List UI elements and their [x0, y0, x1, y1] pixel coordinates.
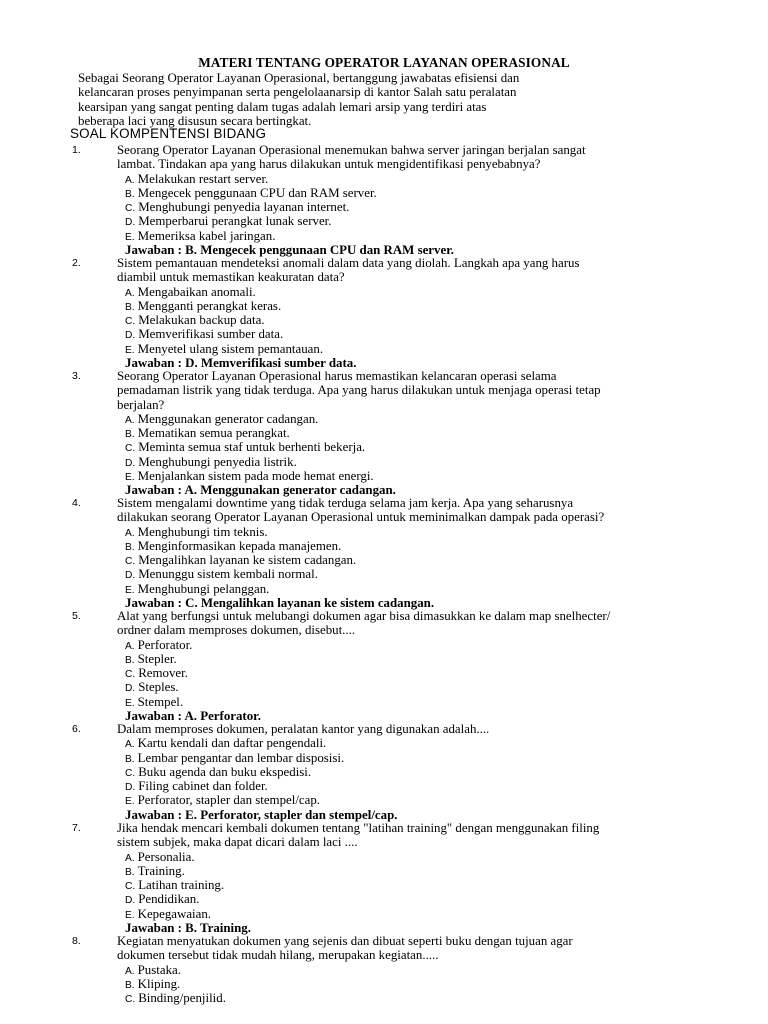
option-text: Menunggu sistem kembali normal. — [138, 567, 318, 582]
option-list — [125, 285, 356, 371]
option-text: Steples. — [138, 680, 179, 695]
intro-line: kelancaran proses penyimpanan serta pengelolaanarsip di kantor Salah satu peralatan — [78, 85, 517, 100]
answer-option — [125, 553, 434, 567]
option-letter: D. — [125, 217, 136, 229]
option-letter: B. — [125, 188, 135, 200]
section-title: SOAL KOMPENTENSI BIDANG — [70, 126, 267, 141]
answer-option — [125, 892, 251, 906]
answer-key: Jawaban : D. Memverifikasi sumber data. — [125, 356, 357, 371]
option-letter: D. — [125, 782, 136, 794]
answer-option — [125, 455, 396, 469]
option-letter: C. — [125, 203, 136, 215]
option-letter: E. — [125, 909, 135, 921]
option-text: Mematikan semua perangkat. — [137, 426, 290, 441]
answer-option — [125, 567, 434, 581]
question-line: Sistem pemantauan mendeteksi anomali dalam data yang diolah. Langkah apa yang harus — [117, 256, 580, 270]
answer-option — [125, 285, 356, 299]
option-text: Mengalihkan layanan ke sistem cadangan. — [138, 553, 357, 568]
option-letter: C. — [125, 669, 136, 681]
question-line: diambil untuk memastikan keakuratan data? — [117, 270, 345, 285]
answer-option — [125, 991, 226, 1005]
answer-option — [125, 313, 356, 327]
intro-line: beberapa laci yang disusun secara bertingkat. — [78, 113, 312, 128]
option-letter: A. — [125, 965, 135, 977]
option-text: Menghubungi penyedia layanan internet. — [138, 200, 350, 215]
option-text: Menghubungi penyedia listrik. — [138, 454, 297, 469]
option-letter: B. — [125, 753, 135, 765]
option-text: Buku agenda dan buku ekspedisi. — [138, 764, 312, 779]
answer-option — [125, 229, 454, 243]
answer-option — [125, 963, 226, 977]
option-text: Memeriksa kabel jaringan. — [137, 228, 276, 243]
option-letter: D. — [125, 457, 136, 469]
answer-key: Jawaban : B. Mengecek penggunaan CPU dan RAM server. — [125, 243, 454, 258]
option-letter: C. — [125, 881, 136, 893]
option-text: Perforator, stapler dan stempel/cap. — [137, 793, 321, 808]
question-text — [117, 722, 685, 736]
option-text: Binding/penjilid. — [138, 991, 226, 1006]
question-number: 2. — [72, 257, 81, 269]
answer-option — [125, 977, 226, 991]
question-line: Seorang Operator Layanan Operasional harus memastikan kelancaran operasi selama — [117, 369, 557, 383]
question-line: lambat. Tindakan apa yang harus dilakukan untuk mengidentifikasi penyebabnya? — [117, 157, 541, 172]
answer-option — [125, 751, 397, 765]
option-letter: C. — [125, 316, 136, 328]
option-letter: E. — [125, 796, 135, 808]
option-letter: B. — [125, 541, 135, 553]
option-letter: D. — [125, 895, 136, 907]
option-text: Mengganti perangkat keras. — [137, 298, 282, 313]
answer-option — [125, 525, 434, 539]
option-text: Kartu kendali dan daftar pengendali. — [137, 736, 327, 751]
question-text — [117, 934, 685, 963]
option-letter: E. — [125, 231, 135, 243]
option-list — [125, 525, 434, 611]
option-text: Stempel. — [137, 694, 184, 709]
option-letter: B. — [125, 979, 135, 991]
answer-option — [125, 412, 396, 426]
option-text: Menghubungi pelanggan. — [137, 581, 270, 596]
question-text — [117, 256, 685, 285]
option-text: Memperbarui perangkat lunak server. — [138, 214, 332, 229]
option-letter: C. — [125, 556, 136, 568]
option-letter: E. — [125, 344, 135, 356]
option-text: Latihan training. — [138, 878, 225, 893]
question-text — [117, 369, 685, 412]
option-text: Mengabaikan anomali. — [137, 284, 256, 299]
option-letter: A. — [125, 640, 135, 652]
intro-line: Sebagai Seorang Operator Layanan Operasional, bertanggung jawabatas efisiensi dan — [78, 71, 520, 85]
answer-option — [125, 214, 454, 228]
question-text — [117, 496, 685, 525]
question-number: 6. — [72, 723, 81, 735]
answer-option — [125, 582, 434, 596]
option-text: Menginformasikan kepada manajemen. — [137, 538, 342, 553]
option-text: Training. — [137, 863, 185, 878]
answer-option — [125, 426, 396, 440]
answer-key: Jawaban : A. Perforator. — [125, 709, 261, 724]
answer-option — [125, 186, 454, 200]
answer-option — [125, 299, 356, 313]
answer-option — [125, 680, 261, 694]
option-text: Melakukan restart server. — [137, 171, 269, 186]
document-title: MATERI TENTANG OPERATOR LAYANAN OPERASIONAL — [198, 55, 570, 70]
option-list — [125, 736, 397, 822]
option-text: Filing cabinet dan folder. — [138, 779, 268, 794]
question-line: dilakukan seorang Operator Layanan Operasional untuk meminimalkan dampak pada operasi? — [117, 510, 605, 525]
question-line: dokumen tersebut tidak mudah hilang, merupakan kegiatan..... — [117, 948, 439, 963]
option-text: Remover. — [138, 666, 188, 681]
question-number: 3. — [72, 370, 81, 382]
option-text: Meminta semua staf untuk berhenti bekerja. — [138, 440, 366, 455]
option-text: Kliping. — [137, 976, 181, 991]
option-text: Memverifikasi sumber data. — [138, 327, 284, 342]
intro-paragraph — [78, 71, 686, 128]
option-letter: D. — [125, 570, 136, 582]
option-letter: C. — [125, 443, 136, 455]
question-line: Jika hendak mencari kembali dokumen tentang "latihan training" dengan menggunakan filing — [117, 821, 600, 835]
option-text: Pendidikan. — [138, 892, 200, 907]
option-text: Lembar pengantar dan lembar disposisi. — [137, 750, 345, 765]
question-number: 5. — [72, 610, 81, 622]
question-line: pemadaman listrik yang tidak terduga. Apa yang harus dilakukan untuk menjaga operasi tetap — [117, 383, 601, 398]
option-text: Melakukan backup data. — [138, 313, 265, 328]
answer-option — [125, 652, 261, 666]
option-list — [125, 638, 261, 724]
question-line: ordner dalam memproses dokumen, disebut.... — [117, 623, 356, 638]
question-number: 4. — [72, 497, 81, 509]
answer-option — [125, 907, 251, 921]
question-text — [117, 821, 685, 850]
option-text: Personalia. — [137, 849, 195, 864]
option-text: Menjalankan sistem pada mode hemat energi. — [137, 469, 374, 484]
question-number: 8. — [72, 935, 81, 947]
option-letter: C. — [125, 767, 136, 779]
option-list — [125, 963, 226, 1006]
option-letter: D. — [125, 683, 136, 695]
answer-key: Jawaban : A. Menggunakan generator cadangan. — [125, 483, 396, 498]
answer-option — [125, 172, 454, 186]
answer-option — [125, 539, 434, 553]
option-text: Stepler. — [137, 651, 177, 666]
answer-option — [125, 666, 261, 680]
question-line: Sistem mengalami downtime yang tidak terduga selama jam kerja. Apa yang seharusnya — [117, 496, 574, 510]
option-letter: A. — [125, 174, 135, 186]
answer-option — [125, 878, 251, 892]
question-line: Seorang Operator Layanan Operasional menemukan bahwa server jaringan berjalan sangat — [117, 143, 586, 157]
option-letter: A. — [125, 739, 135, 751]
question-line: Alat yang berfungsi untuk melubangi dokumen agar bisa dimasukkan ke dalam map snelhecter/ — [117, 609, 611, 623]
question-line: berjalan? — [117, 397, 165, 412]
option-letter: E. — [125, 472, 135, 484]
option-letter: B. — [125, 866, 135, 878]
question-number: 1. — [72, 144, 81, 156]
answer-key: Jawaban : B. Training. — [125, 921, 251, 936]
option-letter: D. — [125, 330, 136, 342]
option-text: Menghubungi tim teknis. — [137, 524, 268, 539]
answer-option — [125, 440, 396, 454]
option-text: Mengecek penggunaan CPU dan RAM server. — [137, 185, 377, 200]
option-letter: A. — [125, 287, 135, 299]
option-letter: A. — [125, 852, 135, 864]
option-letter: E. — [125, 584, 135, 596]
answer-option — [125, 200, 454, 214]
answer-key: Jawaban : C. Mengalihkan layanan ke sistem cadangan. — [125, 596, 435, 611]
question-number: 7. — [72, 822, 81, 834]
option-text: Kepegawaian. — [137, 906, 212, 921]
option-list — [125, 850, 251, 936]
answer-option — [125, 765, 397, 779]
question-line: sistem subjek, maka dapat dicari dalam laci .... — [117, 835, 358, 850]
question-text — [117, 609, 685, 638]
answer-option — [125, 342, 356, 356]
answer-option — [125, 850, 251, 864]
answer-option — [125, 638, 261, 652]
option-letter: B. — [125, 654, 135, 666]
option-text: Perforator. — [137, 637, 193, 652]
option-letter: E. — [125, 697, 135, 709]
option-letter: C. — [125, 994, 136, 1006]
question-text — [117, 143, 685, 172]
option-letter: B. — [125, 429, 135, 441]
answer-key: Jawaban : E. Perforator, stapler dan stempel/cap. — [125, 807, 398, 822]
answer-option — [125, 793, 397, 807]
question-line: Dalam memproses dokumen, peralatan kantor yang digunakan adalah.... — [117, 722, 490, 736]
answer-option — [125, 327, 356, 341]
option-text: Menggunakan generator cadangan. — [137, 411, 319, 426]
answer-option — [125, 695, 261, 709]
option-text: Pustaka. — [137, 962, 181, 977]
option-letter: A. — [125, 414, 135, 426]
answer-option — [125, 779, 397, 793]
question-line: Kegiatan menyatukan dokumen yang sejenis dan dibuat seperti buku dengan tujuan agar — [117, 934, 573, 948]
option-list — [125, 412, 396, 498]
option-text: Menyetel ulang sistem pemantauan. — [137, 341, 324, 356]
answer-option — [125, 469, 396, 483]
option-list — [125, 172, 454, 258]
option-letter: A. — [125, 527, 135, 539]
option-letter: B. — [125, 301, 135, 313]
answer-option — [125, 864, 251, 878]
answer-option — [125, 736, 397, 750]
intro-line: kearsipan yang sangat penting dalam tugas adalah lemari arsip yang terdiri atas — [78, 99, 487, 114]
